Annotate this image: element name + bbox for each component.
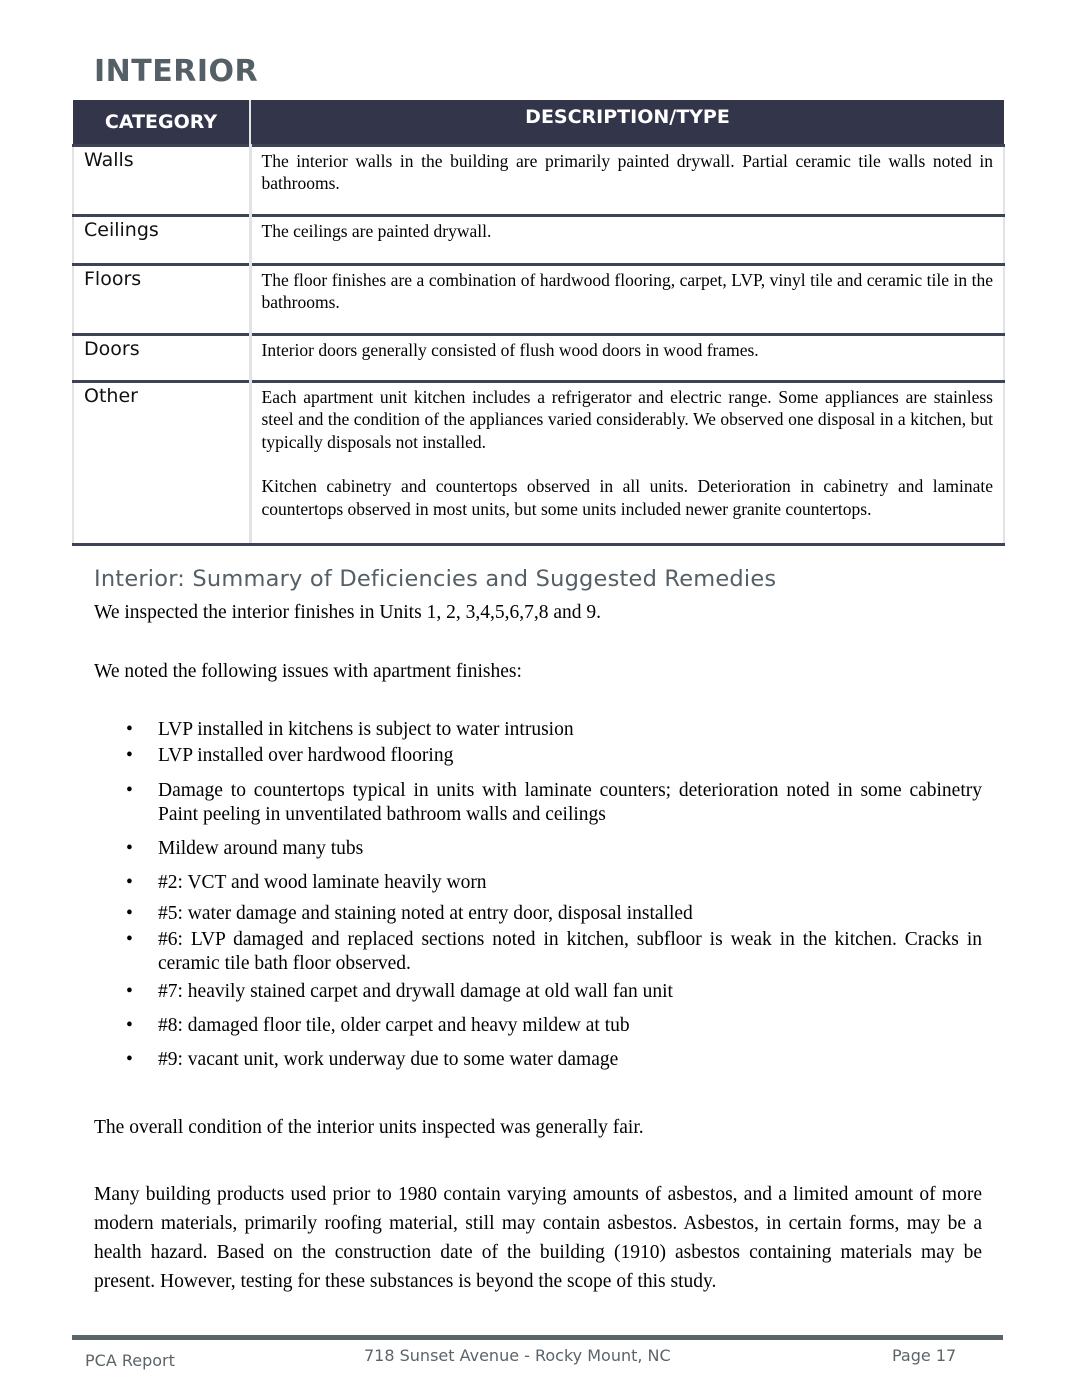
footer-address: 718 Sunset Avenue - Rocky Mount, NC bbox=[364, 1346, 671, 1365]
list-item bbox=[94, 1048, 982, 1072]
table-row-doors bbox=[73, 334, 1004, 381]
category-cell: Doors bbox=[73, 334, 250, 381]
bullet-icon: • bbox=[126, 780, 133, 801]
description-cell bbox=[250, 215, 1004, 264]
bullet-icon: • bbox=[126, 872, 133, 893]
list-item-text: LVP installed over hardwood flooring bbox=[158, 745, 454, 766]
bullet-icon: • bbox=[126, 903, 133, 924]
table-header-row bbox=[73, 100, 1004, 145]
category-cell: Ceilings bbox=[73, 215, 250, 264]
category-cell: Floors bbox=[73, 264, 250, 334]
deficiency-list bbox=[94, 718, 982, 1072]
list-item-text: LVP installed in kitchens is subject to water intrusion bbox=[158, 719, 574, 740]
footer-page-number: Page 17 bbox=[892, 1346, 957, 1365]
list-item-text: #7: heavily stained carpet and drywall damage at old wall fan unit bbox=[158, 981, 673, 1002]
bullet-icon: • bbox=[126, 745, 133, 766]
list-item-text: #6: LVP damaged and replaced sections noted in kitchen, subfloor is weak in the kitchen. Cracks in ceramic tile bath floor observed. bbox=[158, 929, 982, 974]
table-row-walls bbox=[73, 145, 1004, 215]
table-row-floors bbox=[73, 264, 1004, 334]
bullet-icon: • bbox=[126, 1015, 133, 1036]
table-row-other bbox=[73, 381, 1004, 544]
list-item-text: Damage to countertops typical in units with laminate counters; deterioration noted in some cabinetry Paint peeling in unventilated bathroom walls and ceilings bbox=[158, 780, 982, 825]
list-item bbox=[94, 902, 982, 926]
list-item bbox=[94, 744, 982, 768]
footer-report-name: PCA Report bbox=[85, 1351, 175, 1370]
lead-paragraph: We noted the following issues with apartment finishes: bbox=[94, 661, 522, 682]
list-item bbox=[94, 718, 982, 742]
list-item bbox=[94, 837, 982, 861]
list-item-text: Mildew around many tubs bbox=[158, 838, 364, 859]
bullet-icon: • bbox=[126, 838, 133, 859]
description-text: The ceilings are painted drywall. bbox=[261, 220, 492, 241]
description-cell bbox=[250, 334, 1004, 381]
description-text: Kitchen cabinetry and countertops observed in all units. Deterioration in cabinetry and laminate countertops observed in most units, but some units included newer granite countertops. bbox=[261, 476, 993, 519]
table-row-ceilings bbox=[73, 215, 1004, 264]
description-cell bbox=[250, 145, 1004, 215]
bullet-icon: • bbox=[126, 1049, 133, 1070]
category-cell: Other bbox=[73, 381, 250, 544]
bullet-icon: • bbox=[126, 981, 133, 1002]
list-item-text: #9: vacant unit, work underway due to some water damage bbox=[158, 1049, 619, 1070]
description-cell bbox=[250, 381, 1004, 544]
section-heading: Interior: Summary of Deficiencies and Suggested Remedies bbox=[94, 566, 777, 592]
list-item bbox=[94, 1014, 982, 1038]
column-header-category: CATEGORY bbox=[73, 100, 250, 145]
list-item bbox=[94, 779, 982, 827]
list-item-text: #5: water damage and staining noted at entry door, disposal installed bbox=[158, 903, 693, 924]
intro-paragraph: We inspected the interior finishes in Units 1, 2, 3,4,5,6,7,8 and 9. bbox=[94, 602, 601, 623]
bullet-icon: • bbox=[126, 719, 133, 740]
condition-paragraph: The overall condition of the interior units inspected was generally fair. bbox=[94, 1117, 644, 1138]
bullet-icon: • bbox=[126, 929, 133, 950]
list-item bbox=[94, 871, 982, 895]
description-text: Interior doors generally consisted of flush wood doors in wood frames. bbox=[261, 339, 759, 360]
description-text: The interior walls in the building are primarily painted drywall. Partial ceramic tile walls noted in bathrooms. bbox=[261, 150, 993, 193]
list-item bbox=[94, 980, 982, 1004]
page-title: INTERIOR bbox=[94, 54, 259, 89]
list-item bbox=[94, 928, 982, 976]
list-item-text: #8: damaged floor tile, older carpet and heavy mildew at tub bbox=[158, 1015, 630, 1036]
list-item-text: #2: VCT and wood laminate heavily worn bbox=[158, 872, 487, 893]
category-cell: Walls bbox=[73, 145, 250, 215]
footer-divider bbox=[72, 1335, 1003, 1340]
column-header-description: DESCRIPTION/TYPE bbox=[250, 100, 1004, 145]
asbestos-paragraph: Many building products used prior to 1980 contain varying amounts of asbestos, and a limited amount of more modern materials, primarily roofing material, still may contain asbestos. Asbestos, in certain forms, may be a health hazard. Based on the construction date of the building (1910) asbestos containing materials may be present. However, testing for these substances is beyond the scope of this study. bbox=[94, 1184, 982, 1292]
description-text: Each apartment unit kitchen includes a refrigerator and electric range. Some appliances are stainless steel and the condition of the appliances varied considerably. We observed one disposal in a kitchen, but typically disposals not installed. bbox=[261, 386, 993, 452]
description-cell bbox=[250, 264, 1004, 334]
description-text: The floor finishes are a combination of hardwood flooring, carpet, LVP, vinyl tile and ceramic tile in the bathrooms. bbox=[261, 269, 993, 312]
interior-table bbox=[72, 100, 1005, 546]
